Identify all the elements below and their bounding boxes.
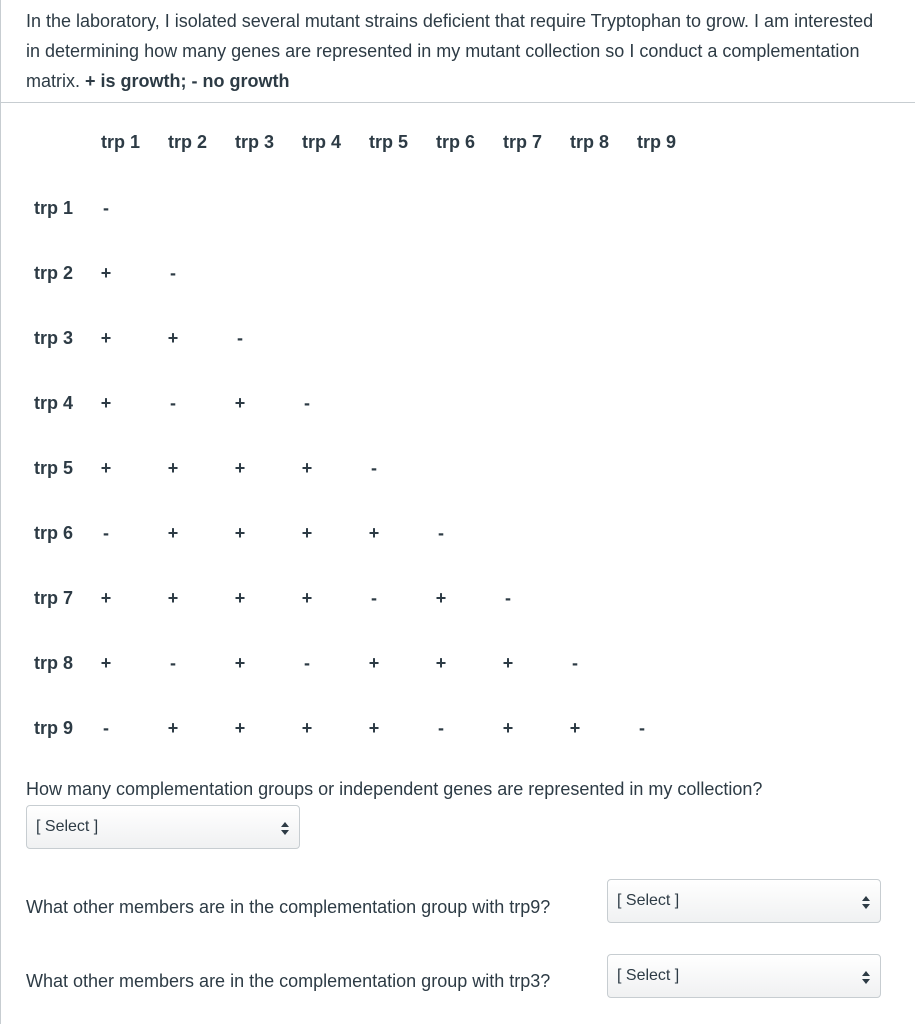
row-header: trp 7 <box>34 588 74 608</box>
select-arrows-icon <box>861 968 871 986</box>
matrix-cell: + <box>368 523 380 543</box>
matrix-cell: - <box>170 653 176 673</box>
matrix-cell: + <box>569 718 581 738</box>
matrix-cell: + <box>167 458 179 478</box>
column-header: trp 7 <box>503 132 543 152</box>
row-header: trp 8 <box>34 653 74 673</box>
question-trp3-group: What other members are in the complementation group with trp3? <box>26 971 551 991</box>
row-header: trp 5 <box>34 458 74 478</box>
matrix-cell: + <box>100 588 112 608</box>
matrix-cell: - <box>371 588 377 608</box>
column-header: trp 9 <box>637 132 677 152</box>
trp9-group-select[interactable] <box>607 879 881 923</box>
matrix-cell: - <box>572 653 578 673</box>
matrix-cell: - <box>304 393 310 413</box>
matrix-cell: + <box>301 458 313 478</box>
matrix-cell: - <box>438 523 444 543</box>
matrix-cell: + <box>167 328 179 348</box>
matrix-cell: + <box>435 653 447 673</box>
matrix-cell: + <box>301 523 313 543</box>
matrix-cell: + <box>234 588 246 608</box>
column-header: trp 8 <box>570 132 610 152</box>
legend-plus: + is growth; <box>85 71 187 91</box>
matrix-cell: - <box>170 393 176 413</box>
matrix-cell: + <box>167 523 179 543</box>
row-header: trp 1 <box>34 198 74 218</box>
matrix-cell: + <box>234 458 246 478</box>
matrix-cell: + <box>502 718 514 738</box>
matrix-cell: + <box>100 263 112 283</box>
select-arrows-icon <box>861 893 871 911</box>
trp9-group-select-value: [ Select ] <box>617 892 680 909</box>
group-count-select[interactable] <box>26 805 300 849</box>
matrix-cell: - <box>103 523 109 543</box>
row-header: trp 3 <box>34 328 74 348</box>
matrix-cell: + <box>368 653 380 673</box>
question-group-count: How many complementation groups or independent genes are represented in my collection? <box>26 779 763 799</box>
matrix-cell: + <box>435 588 447 608</box>
matrix-cell: + <box>234 393 246 413</box>
matrix-cell: + <box>234 523 246 543</box>
matrix-cell: + <box>301 718 313 738</box>
matrix-cell: + <box>100 328 112 348</box>
matrix-cell: - <box>304 653 310 673</box>
column-header: trp 4 <box>302 132 342 152</box>
trp3-group-select-value: [ Select ] <box>617 967 680 984</box>
matrix-cell: + <box>167 588 179 608</box>
matrix-cell: - <box>170 263 176 283</box>
matrix-cell: + <box>368 718 380 738</box>
matrix-cell: + <box>301 588 313 608</box>
trp3-group-select[interactable] <box>607 954 881 998</box>
matrix-cell: + <box>502 653 514 673</box>
matrix-cell: + <box>100 393 112 413</box>
matrix-cell: - <box>371 458 377 478</box>
column-header: trp 3 <box>235 132 275 152</box>
intro-text: In the laboratory, I isolated several mutant strains deficient that require Tryptophan to grow. I am interested in determining how many genes are represented in my mutant collection so I conduct a complementation matrix. <box>26 11 874 91</box>
matrix-cell: - <box>237 328 243 348</box>
matrix-cell: + <box>100 653 112 673</box>
matrix-cell: + <box>234 653 246 673</box>
column-header: trp 6 <box>436 132 476 152</box>
row-header: trp 2 <box>34 263 74 283</box>
column-header: trp 1 <box>101 132 141 152</box>
select-arrows-icon <box>280 819 290 837</box>
row-header: trp 9 <box>34 718 74 738</box>
row-header: trp 6 <box>34 523 74 543</box>
group-count-select-value: [ Select ] <box>36 818 99 835</box>
matrix-cell: - <box>639 718 645 738</box>
matrix-cell: + <box>234 718 246 738</box>
legend-minus: - no growth <box>186 71 290 91</box>
matrix-cell: - <box>505 588 511 608</box>
column-header: trp 5 <box>369 132 409 152</box>
matrix-cell: - <box>438 718 444 738</box>
matrix-cell: + <box>167 718 179 738</box>
matrix-cell: - <box>103 718 109 738</box>
matrix-cell: + <box>100 458 112 478</box>
column-header: trp 2 <box>168 132 208 152</box>
question-trp9-group: What other members are in the complementation group with trp9? <box>26 897 551 917</box>
matrix-cell: - <box>103 198 109 218</box>
row-header: trp 4 <box>34 393 74 413</box>
